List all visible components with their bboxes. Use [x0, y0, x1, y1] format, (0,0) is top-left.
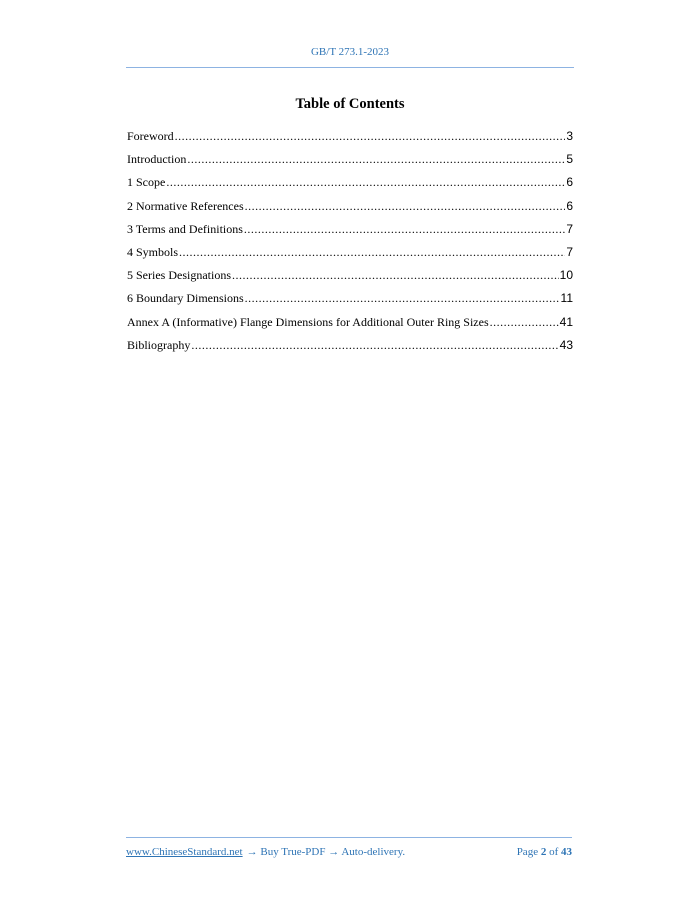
page-counter	[517, 846, 572, 858]
toc-entry-series-designations[interactable]	[127, 264, 573, 287]
toc-entry-annex-a[interactable]	[127, 311, 573, 334]
header-divider	[126, 67, 574, 68]
toc-dot-leader	[232, 264, 559, 287]
toc-entry-symbols[interactable]	[127, 241, 573, 264]
toc-dot-leader	[245, 195, 566, 218]
document-code-header: GB/T 273.1-2023	[310, 46, 390, 58]
toc-dot-leader	[175, 125, 566, 148]
toc-entry-label: 3 Terms and Definitions	[127, 221, 243, 236]
of-word: of	[549, 846, 559, 858]
toc-entry-page: 10	[559, 268, 573, 283]
toc-dot-leader	[245, 287, 560, 310]
current-page-number: 2	[540, 846, 547, 858]
footer-promo	[126, 846, 405, 858]
website-link[interactable]: www.ChineseStandard.net	[126, 846, 243, 858]
toc-list	[127, 125, 573, 357]
toc-entry-boundary-dimensions[interactable]	[127, 287, 573, 310]
toc-entry-label: 2 Normative References	[127, 198, 244, 213]
toc-dot-leader	[244, 218, 565, 241]
toc-entry-page: 7	[566, 221, 573, 236]
total-pages-number: 43	[561, 846, 572, 858]
toc-entry-page: 6	[566, 175, 573, 190]
toc-dot-leader	[166, 171, 565, 194]
toc-entry-label: 1 Scope	[127, 175, 166, 190]
toc-entry-label: 6 Boundary Dimensions	[127, 291, 244, 306]
toc-entry-terms-and-definitions[interactable]	[127, 218, 573, 241]
toc-dot-leader	[191, 334, 558, 357]
toc-entry-page: 7	[566, 244, 573, 259]
toc-entry-label: 5 Series Designations	[127, 268, 231, 283]
toc-entry-label: Foreword	[127, 129, 174, 143]
toc-entry-page: 43	[559, 337, 573, 352]
page-footer	[126, 846, 572, 858]
toc-entry-page: 5	[566, 152, 573, 167]
toc-entry-label: 4 Symbols	[127, 244, 179, 259]
toc-entry-label: Bibliography	[127, 337, 191, 352]
toc-entry-normative-references[interactable]	[127, 195, 573, 218]
toc-entry-label: Annex A (Informative) Flange Dimensions for Additional Outer Ring Sizes	[127, 314, 489, 329]
toc-title: Table of Contents	[295, 96, 405, 112]
toc-dot-leader	[187, 148, 565, 171]
toc-entry-label: Introduction	[127, 152, 187, 167]
toc-entry-foreword[interactable]	[127, 125, 573, 148]
toc-entry-page: 6	[566, 198, 573, 213]
toc-entry-bibliography[interactable]	[127, 334, 573, 357]
toc-dot-leader	[179, 241, 565, 264]
footer-promo-text: → Buy True-PDF → Auto-delivery.	[246, 846, 406, 858]
toc-entry-introduction[interactable]	[127, 148, 573, 171]
toc-entry-page: 3	[566, 129, 573, 143]
toc-entry-page: 11	[560, 291, 573, 306]
toc-entry-page: 41	[559, 314, 573, 329]
footer-divider	[126, 837, 572, 838]
toc-dot-leader	[490, 311, 559, 334]
page-word: Page	[516, 846, 539, 858]
toc-entry-scope[interactable]	[127, 171, 573, 194]
